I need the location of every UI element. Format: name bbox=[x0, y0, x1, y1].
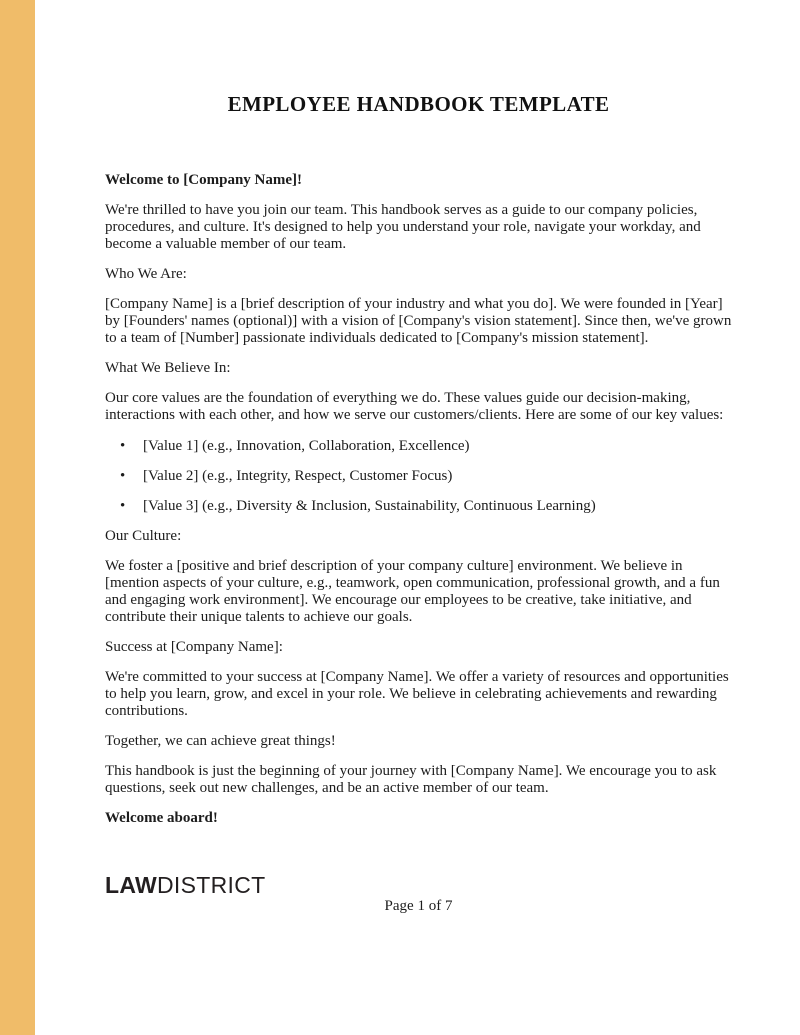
heading-welcome-aboard: Welcome aboard! bbox=[105, 810, 218, 826]
page-indicator: Page 1 of 7 bbox=[384, 898, 453, 914]
heading-who-we-are: Who We Are: bbox=[105, 266, 187, 282]
paragraph-success: We're committed to your success at [Company Name]. We offer a variety of resources and opportunities to help you learn, grow, and excel in your role. We believe in celebrating achievements and rewarding contributions. bbox=[105, 669, 729, 719]
paragraph-journey: This handbook is just the beginning of your journey with [Company Name]. We encourage you to ask questions, seek out new challenges, and be an active member of our team. bbox=[105, 763, 717, 796]
bullet-icon: • bbox=[120, 498, 126, 514]
paragraph-intro: We're thrilled to have you join our team. This handbook serves as a guide to our company policies, procedures, and culture. It's designed to help you understand your role, navigate your workday, and become a valuable member of our team. bbox=[105, 202, 701, 252]
heading-success: Success at [Company Name]: bbox=[105, 639, 283, 655]
value-item-text: [Value 1] (e.g., Innovation, Collaboration, Excellence) bbox=[143, 438, 470, 454]
paragraph-our-culture: We foster a [positive and brief description of your company culture] environment. We believe in [mention aspects of your culture, e.g., teamwork, open communication, professional growth, and a fun and engaging work environment]. We encourage our employees to be creative, take initiative, and contribute their unique talents to achieve our goals. bbox=[105, 558, 720, 625]
logo-law-text: LAW bbox=[105, 872, 157, 898]
list-item bbox=[105, 438, 732, 455]
value-item-text: [Value 3] (e.g., Diversity & Inclusion, Sustainability, Continuous Learning) bbox=[143, 498, 596, 514]
value-item-text: [Value 2] (e.g., Integrity, Respect, Customer Focus) bbox=[143, 468, 453, 484]
paragraph-who-we-are: [Company Name] is a [brief description of your industry and what you do]. We were founded in [Year] by [Founders' names (optional)] with a vision of [Company's vision statement]. Since then, we've grown to a team of [Number] passionate individuals dedicated to [Company's mission statement]. bbox=[105, 296, 732, 346]
left-accent-stripe bbox=[0, 0, 35, 1035]
bullet-icon: • bbox=[120, 468, 126, 484]
heading-what-we-believe: What We Believe In: bbox=[105, 360, 231, 376]
list-item bbox=[105, 468, 732, 485]
lawdistrict-logo bbox=[105, 872, 265, 899]
heading-our-culture: Our Culture: bbox=[105, 528, 182, 544]
values-list bbox=[105, 438, 732, 515]
heading-welcome: Welcome to [Company Name]! bbox=[105, 172, 303, 188]
logo-district-text: DISTRICT bbox=[157, 872, 266, 898]
page-title: EMPLOYEE HANDBOOK TEMPLATE bbox=[227, 92, 610, 116]
paragraph-together: Together, we can achieve great things! bbox=[105, 733, 336, 749]
bullet-icon: • bbox=[120, 438, 126, 454]
list-item bbox=[105, 498, 732, 515]
paragraph-core-values: Our core values are the foundation of everything we do. These values guide our decision-making, interactions with each other, and how we serve our customers/clients. Here are some of our key values: bbox=[105, 390, 724, 423]
document-page bbox=[105, 0, 732, 827]
